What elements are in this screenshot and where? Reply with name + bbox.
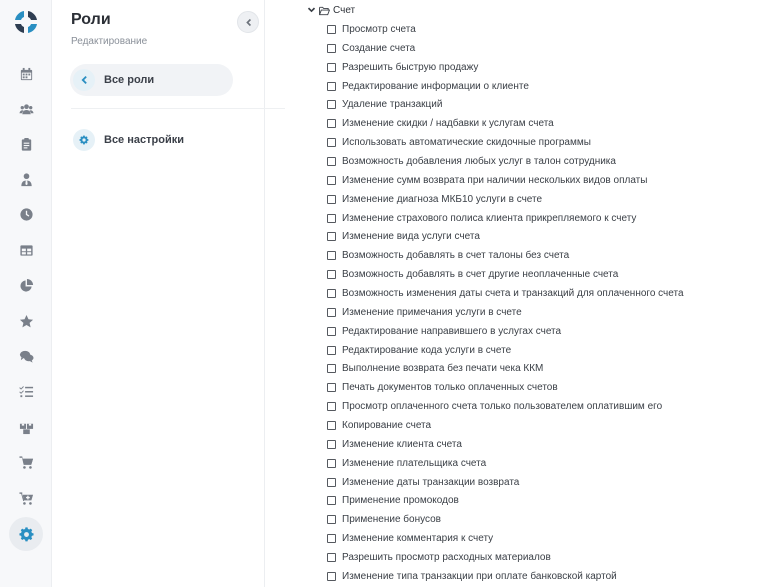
cart-icon[interactable] xyxy=(9,445,43,479)
sidebar-divider xyxy=(71,108,285,109)
permission-label: Печать документов только оплаченных счетов xyxy=(342,382,558,394)
permission-item[interactable] xyxy=(327,58,767,77)
permission-label: Изменение скидки / надбавки к услугам счета xyxy=(342,118,554,130)
permission-label: Использовать автоматические скидочные программы xyxy=(342,137,591,149)
permission-list xyxy=(327,20,767,586)
permission-label: Изменение клиента счета xyxy=(342,438,462,450)
clock-icon[interactable] xyxy=(9,197,43,231)
permission-group-label: Счет xyxy=(333,5,356,16)
icon-rail xyxy=(0,0,52,587)
permission-item[interactable] xyxy=(327,39,767,58)
permission-item[interactable] xyxy=(327,303,767,322)
permission-group-invoice[interactable] xyxy=(307,5,355,16)
chevron-left-icon xyxy=(244,18,253,27)
permission-checkbox[interactable] xyxy=(327,421,336,430)
permission-checkbox[interactable] xyxy=(327,572,336,581)
all-roles-label: Все роли xyxy=(104,74,155,86)
permission-checkbox[interactable] xyxy=(327,214,336,223)
permission-checkbox[interactable] xyxy=(327,402,336,411)
permission-checkbox[interactable] xyxy=(327,25,336,34)
cart-plus-icon[interactable] xyxy=(9,481,43,515)
permission-item[interactable] xyxy=(327,397,767,416)
permission-label: Редактирование кода услуги в счете xyxy=(342,344,512,356)
permission-label: Возможность добавлять в счет талоны без счета xyxy=(342,250,570,262)
cog-icon xyxy=(73,129,95,151)
permission-label: Возможность добавления любых услуг в талон сотрудника xyxy=(342,155,616,167)
page-subtitle: Редактирование xyxy=(71,36,148,47)
permission-label: Возможность изменения даты счета и транзакций для оплаченного счета xyxy=(342,287,684,299)
folder-open-icon xyxy=(319,6,330,16)
permission-checkbox[interactable] xyxy=(327,270,336,279)
permissions-panel xyxy=(266,0,780,587)
permission-label: Изменение плательщика счета xyxy=(342,457,487,469)
boxes-icon[interactable] xyxy=(9,410,43,444)
permission-item[interactable] xyxy=(327,133,767,152)
permission-checkbox[interactable] xyxy=(327,63,336,72)
permission-item[interactable] xyxy=(327,246,767,265)
permission-item[interactable] xyxy=(327,378,767,397)
permission-item[interactable] xyxy=(327,265,767,284)
permission-item[interactable] xyxy=(327,227,767,246)
permission-checkbox[interactable] xyxy=(327,232,336,241)
permission-item[interactable] xyxy=(327,114,767,133)
permission-label: Применение бонусов xyxy=(342,514,441,526)
permission-item[interactable] xyxy=(327,454,767,473)
chevron-down-icon[interactable] xyxy=(307,6,316,15)
permission-label: Разрешить быструю продажу xyxy=(342,61,479,73)
permission-label: Применение промокодов xyxy=(342,495,459,507)
permission-checkbox[interactable] xyxy=(327,327,336,336)
star-icon[interactable] xyxy=(9,304,43,338)
permission-checkbox[interactable] xyxy=(327,364,336,373)
page-title: Роли xyxy=(71,11,111,28)
permission-label: Изменение страхового полиса клиента прикрепляемого к счету xyxy=(342,212,637,224)
permission-item[interactable] xyxy=(327,416,767,435)
permission-item[interactable] xyxy=(327,548,767,567)
permission-label: Изменение примечания услуги в счете xyxy=(342,306,522,318)
permission-checkbox[interactable] xyxy=(327,176,336,185)
comments-icon[interactable] xyxy=(9,339,43,373)
permission-label: Разрешить просмотр расходных материалов xyxy=(342,551,551,563)
user-tie-icon[interactable] xyxy=(9,162,43,196)
permission-item[interactable] xyxy=(327,435,767,454)
permission-item[interactable] xyxy=(327,510,767,529)
permission-label: Редактирование направившего в услугах счета xyxy=(342,325,562,337)
permission-item[interactable] xyxy=(327,77,767,96)
permission-label: Возможность добавлять в счет другие неоплаченные счета xyxy=(342,269,619,281)
permission-checkbox[interactable] xyxy=(327,82,336,91)
users-icon[interactable] xyxy=(9,92,43,126)
clipboard-icon[interactable] xyxy=(9,127,43,161)
app-logo[interactable] xyxy=(11,7,41,37)
permission-item[interactable] xyxy=(327,152,767,171)
permission-checkbox[interactable] xyxy=(327,440,336,449)
all-settings-label: Все настройки xyxy=(104,134,184,146)
all-roles-button[interactable] xyxy=(70,64,233,96)
permission-checkbox[interactable] xyxy=(327,100,336,109)
permission-label: Редактирование информации о клиенте xyxy=(342,80,529,92)
permission-label: Изменение типа транзакции при оплате банковской картой xyxy=(342,570,617,582)
permission-item[interactable] xyxy=(327,491,767,510)
permission-checkbox[interactable] xyxy=(327,346,336,355)
permission-label: Удаление транзакций xyxy=(342,99,443,111)
permission-label: Просмотр счета xyxy=(342,23,416,35)
permission-checkbox[interactable] xyxy=(327,44,336,53)
collapse-sidebar-button[interactable] xyxy=(237,11,259,33)
permission-checkbox[interactable] xyxy=(327,459,336,468)
permission-checkbox[interactable] xyxy=(327,534,336,543)
permission-item[interactable] xyxy=(327,473,767,492)
permission-item[interactable] xyxy=(327,284,767,303)
tasks-icon[interactable] xyxy=(9,374,43,408)
permission-item[interactable] xyxy=(327,171,767,190)
permission-label: Просмотр оплаченного счета только пользователем оплатившим его xyxy=(342,401,663,413)
permission-label: Изменение даты транзакции возврата xyxy=(342,476,520,488)
pie-chart-icon[interactable] xyxy=(9,268,43,302)
table-icon[interactable] xyxy=(9,233,43,267)
permission-item[interactable] xyxy=(327,529,767,548)
permission-checkbox[interactable] xyxy=(327,496,336,505)
all-settings-link[interactable] xyxy=(70,124,233,156)
permission-label: Выполнение возврата без печати чека ККМ xyxy=(342,363,544,375)
permission-label: Создание счета xyxy=(342,42,416,54)
permission-checkbox[interactable] xyxy=(327,195,336,204)
chevron-left-icon xyxy=(73,69,95,91)
gear-icon[interactable] xyxy=(9,517,43,551)
permission-item[interactable] xyxy=(327,95,767,114)
permission-item[interactable] xyxy=(327,567,767,586)
permission-label: Изменение сумм возврата при наличии нескольких видов оплаты xyxy=(342,174,648,186)
permission-item[interactable] xyxy=(327,209,767,228)
permission-item[interactable] xyxy=(327,190,767,209)
permission-checkbox[interactable] xyxy=(327,478,336,487)
permission-checkbox[interactable] xyxy=(327,553,336,562)
secondary-sidebar xyxy=(53,0,265,587)
permission-label: Изменение вида услуги счета xyxy=(342,231,480,243)
permission-label: Изменение комментария к счету xyxy=(342,533,494,545)
permission-checkbox[interactable] xyxy=(327,119,336,128)
permission-checkbox[interactable] xyxy=(327,138,336,147)
permission-checkbox[interactable] xyxy=(327,157,336,166)
permission-checkbox[interactable] xyxy=(327,515,336,524)
permission-label: Изменение диагноза МКБ10 услуги в счете xyxy=(342,193,543,205)
permission-item[interactable] xyxy=(327,322,767,341)
permission-item[interactable] xyxy=(327,20,767,39)
permission-checkbox[interactable] xyxy=(327,289,336,298)
permission-checkbox[interactable] xyxy=(327,251,336,260)
permission-label: Копирование счета xyxy=(342,419,432,431)
permission-checkbox[interactable] xyxy=(327,383,336,392)
calendar-icon[interactable] xyxy=(9,57,43,91)
permission-checkbox[interactable] xyxy=(327,308,336,317)
permission-item[interactable] xyxy=(327,359,767,378)
permission-item[interactable] xyxy=(327,341,767,360)
